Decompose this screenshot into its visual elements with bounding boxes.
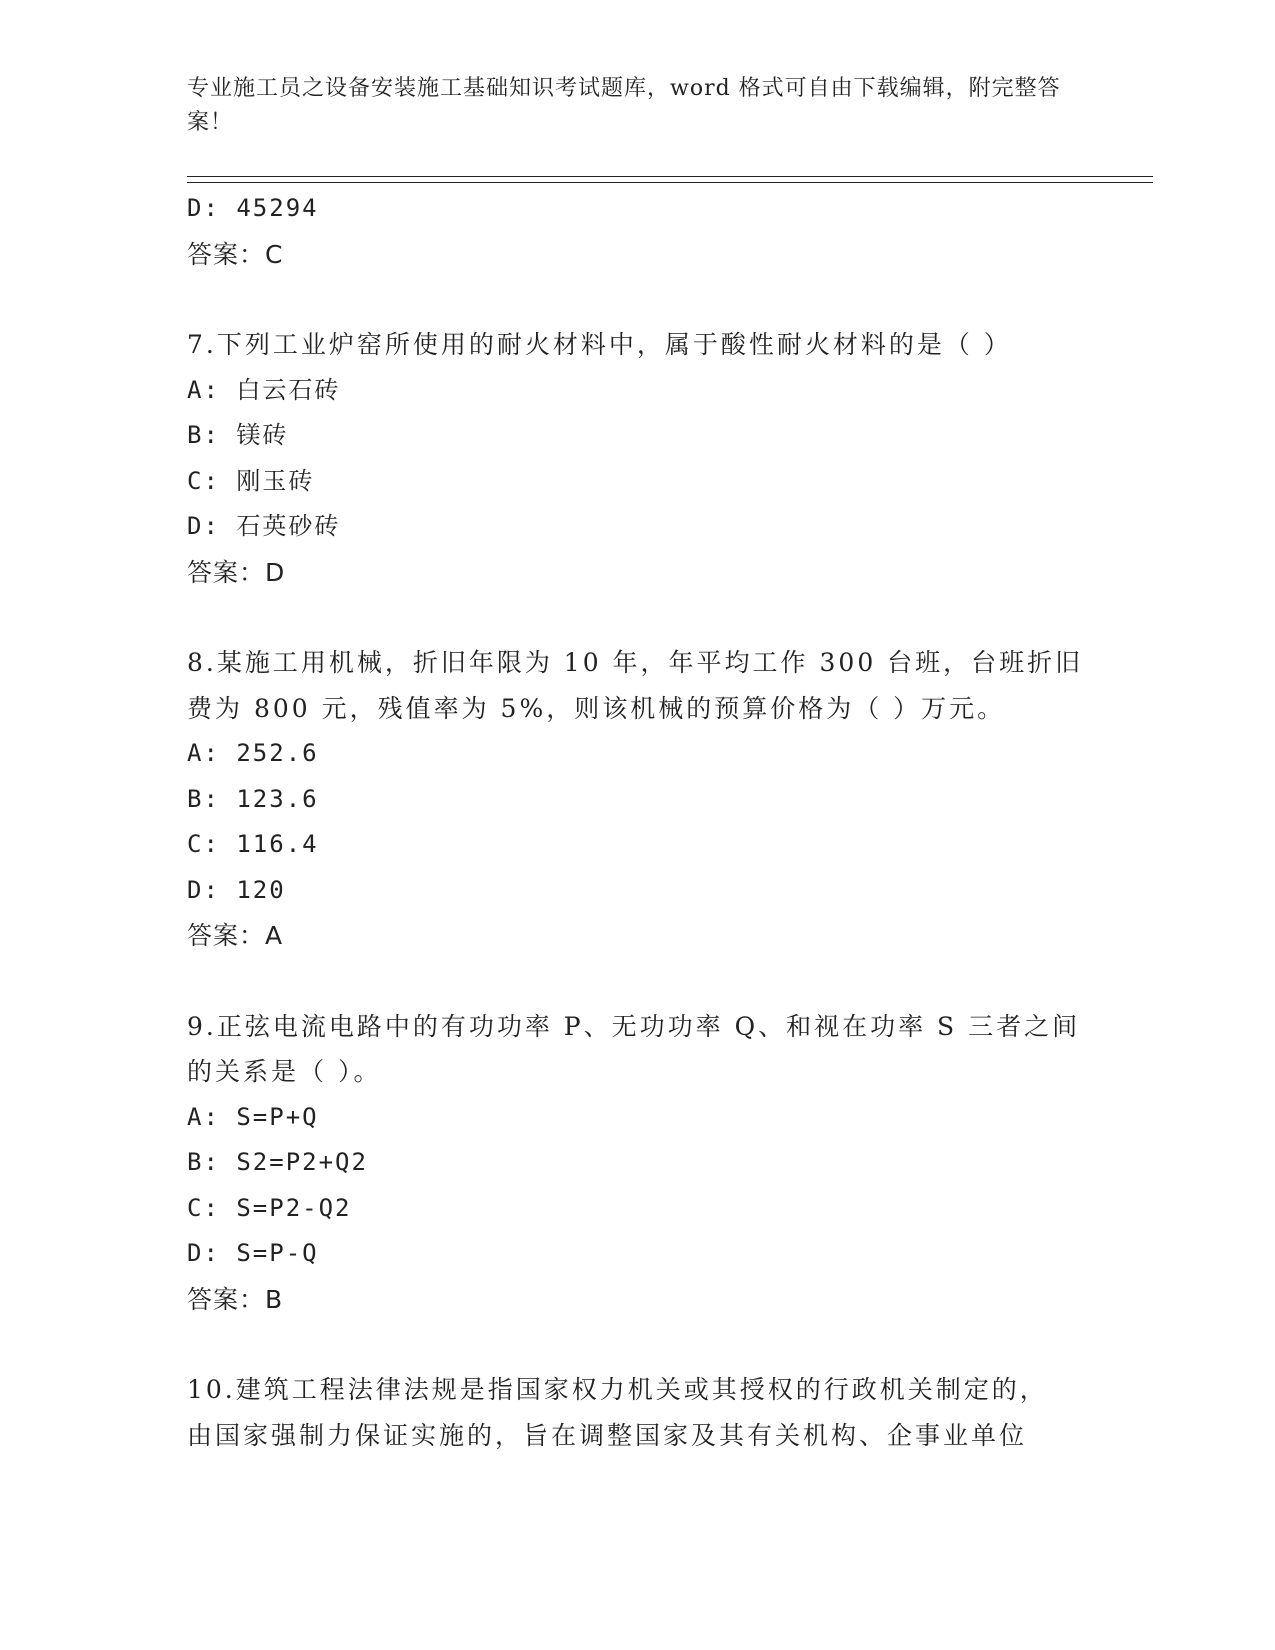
header-rule-bottom <box>187 182 1153 183</box>
option-b: B: 123.6 <box>187 784 319 813</box>
question-stem-line: 的关系是（ ）。 <box>187 1057 382 1086</box>
answer: 答案：B <box>187 1284 284 1314</box>
answer: 答案：C <box>187 239 284 269</box>
question-stem-line: 7.下列工业炉窑所使用的耐火材料中，属于酸性耐火材料的是（ ） <box>187 330 1012 359</box>
answer: 答案：D <box>187 557 286 587</box>
question-stem-line: 由国家强制力保证实施的，旨在调整国家及其有关机构、企事业单位 <box>187 1420 1028 1450</box>
option-c: C: S=P2-Q2 <box>187 1193 352 1222</box>
header-rule-top <box>187 176 1153 177</box>
option-d: D: 石英砂砖 <box>187 512 341 540</box>
option-d: D: 120 <box>187 875 286 904</box>
option-a: A: 252.6 <box>187 739 319 767</box>
question-7 <box>187 322 1087 595</box>
option-c: C: 116.4 <box>187 830 319 858</box>
option-b: B: S2=P2+Q2 <box>187 1148 368 1176</box>
option-d: D: S=P-Q <box>187 1239 319 1267</box>
question-8 <box>187 640 1087 959</box>
option-a: A: S=P+Q <box>187 1102 319 1131</box>
option-b: B: 镁砖 <box>187 421 289 449</box>
document-header: 专业施工员之设备安装施工基础知识考试题库，word 格式可自由下载编辑，附完整答案！ <box>187 76 1061 135</box>
question-stem-line: 9.正弦电流电路中的有功功率 P、无功功率 Q、和视在功率 S 三者之间 <box>187 1011 1081 1041</box>
question-10 <box>187 1367 1087 1458</box>
question-stem-line: 8.某施工用机械，折旧年限为 10 年，年平均工作 300 台班，台班折旧 <box>187 648 1084 677</box>
question-9 <box>187 1004 1087 1323</box>
question-stem-line: 费为 800 元，残值率为 5%，则该机械的预算价格为（ ）万元。 <box>187 693 1006 723</box>
question-stem-line: 10.建筑工程法律法规是指国家权力机关或其授权的行政机关制定的， <box>187 1375 1048 1404</box>
option-d: D: 45294 <box>187 194 319 222</box>
answer: 答案：A <box>187 921 284 950</box>
option-c: C: 刚玉砖 <box>187 466 315 495</box>
option-a: A: 白云石砖 <box>187 375 341 404</box>
document-body <box>187 186 1087 1458</box>
